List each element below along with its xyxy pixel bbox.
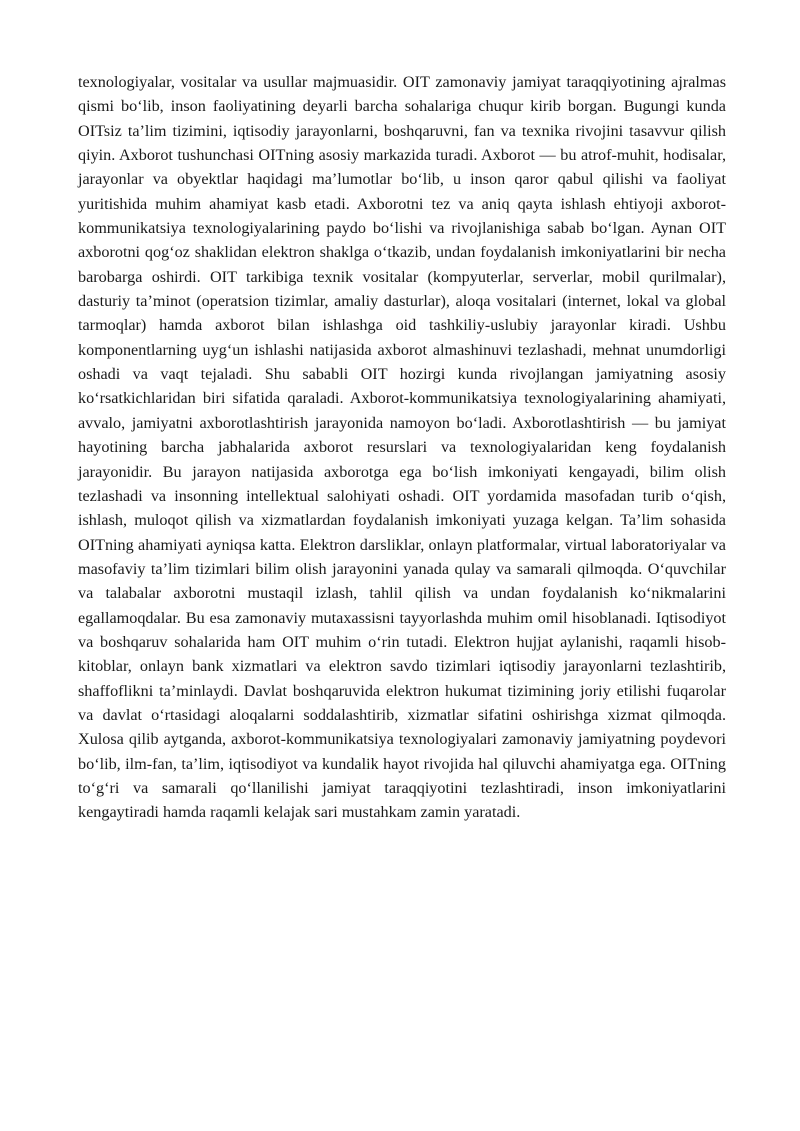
body-paragraph: texnologiyalar, vositalar va usullar majmuasidir. OIT zamonaviy jamiyat taraqqiyotining ajralmas qismi bo‘lib, inson faoliyatining deyarli barcha sohalariga chuqur kirib borgan. Bugungi kunda OITsiz ta’lim tizimini, iqtisodiy jarayonlarni, boshqaruvni, fan va texnika rivojini tasavvur qilish qiyin. Axborot tushunchasi OITning asosiy markazida turadi. Axborot — bu atrof-muhit, hodisalar, jarayonlar va obyektlar haqidagi ma’lumotlar bo‘lib, u inson qaror qabul qilishi va faoliyat yuritishida muhim ahamiyat kasb etadi. Axborotni tez va aniq qayta ishlash ehtiyoji axborot-kommunikatsiya texnologiyalarining paydo bo‘lishi va rivojlanishiga sabab bo‘lgan. Aynan OIT axborotni qog‘oz shaklidan elektron shaklga o‘tkazib, undan foydalanish imkoniyatlarini bir necha barobarga oshirdi. OIT tarkibiga texnik vositalar (kompyuterlar, serverlar, mobil qurilmalar), dasturiy ta’minot (operatsion tizimlar, amaliy dasturlar), aloqa vositalari (internet, lokal va global tarmoqlar) hamda axborot bilan ishlashga oid tashkiliy-uslubiy jarayonlar kiradi. Ushbu komponentlarning uyg‘un ishlashi natijasida axborot almashinuvi tezlashadi, mehnat unumdorligi oshadi va vaqt tejaladi. Shu sababli OIT hozirgi kunda rivojlangan jamiyatning asosiy ko‘rsatkichlaridan biri sifatida qaraladi. Axborot-kommunikatsiya texnologiyalarining ahamiyati, avvalo, jamiyatni axborotlashtirish jarayonida namoyon bo‘ladi. Axborotlashtirish — bu jamiyat hayotining barcha jabhalarida axborot resurslari va texnologiyalaridan keng foydalanish jarayonidir. Bu jarayon natijasida axborotga ega bo‘lish imkoniyati kengayadi, bilim olish tezlashadi va insonning intellektual salohiyati oshadi. OIT yordamida masofadan turib o‘qish, ishlash, muloqot qilish va xizmatlardan foydalanish imkoniyati yuzaga kelgan. Ta’lim sohasida OITning ahamiyati ayniqsa katta. Elektron darsliklar, onlayn platformalar, virtual laboratoriyalar va masofaviy ta’lim tizimlari bilim olish jarayonini yanada qulay va samarali qilmoqda. O‘quvchilar va talabalar axborotni mustaqil izlash, tahlil qilish va undan foydalanish ko‘nikmalarini egallamoqdalar. Bu esa zamonaviy mutaxassisni tayyorlashda muhim omil hisoblanadi. Iqtisodiyot va boshqaruv sohalarida ham OIT muhim o‘rin tutadi. Elektron hujjat aylanishi, raqamli hisob-kitoblar, onlayn bank xizmatlari va elektron savdo tizimlari iqtisodiy jarayonlarni tezlashtirib, shaffoflikni ta’minlaydi. Davlat boshqaruvida elektron hukumat tizimining joriy etilishi fuqarolar va davlat o‘rtasidagi aloqalarni soddalashtirib, xizmatlar sifatini oshirishga xizmat qilmoqda. Xulosa qilib aytganda, axborot-kommunikatsiya texnologiyalari zamonaviy jamiyatning poydevori bo‘lib, ilm-fan, ta’lim, iqtisodiyot va kundalik hayot rivojida hal qiluvchi ahamiyatga ega. OITning to‘g‘ri va samarali qo‘llanilishi jamiyat taraqqiyotini tezlashtiradi, inson imkoniyatlarini kengaytiradi hamda raqamli kelajak sari mustahkam zamin yaratadi. — [78, 73, 726, 822]
